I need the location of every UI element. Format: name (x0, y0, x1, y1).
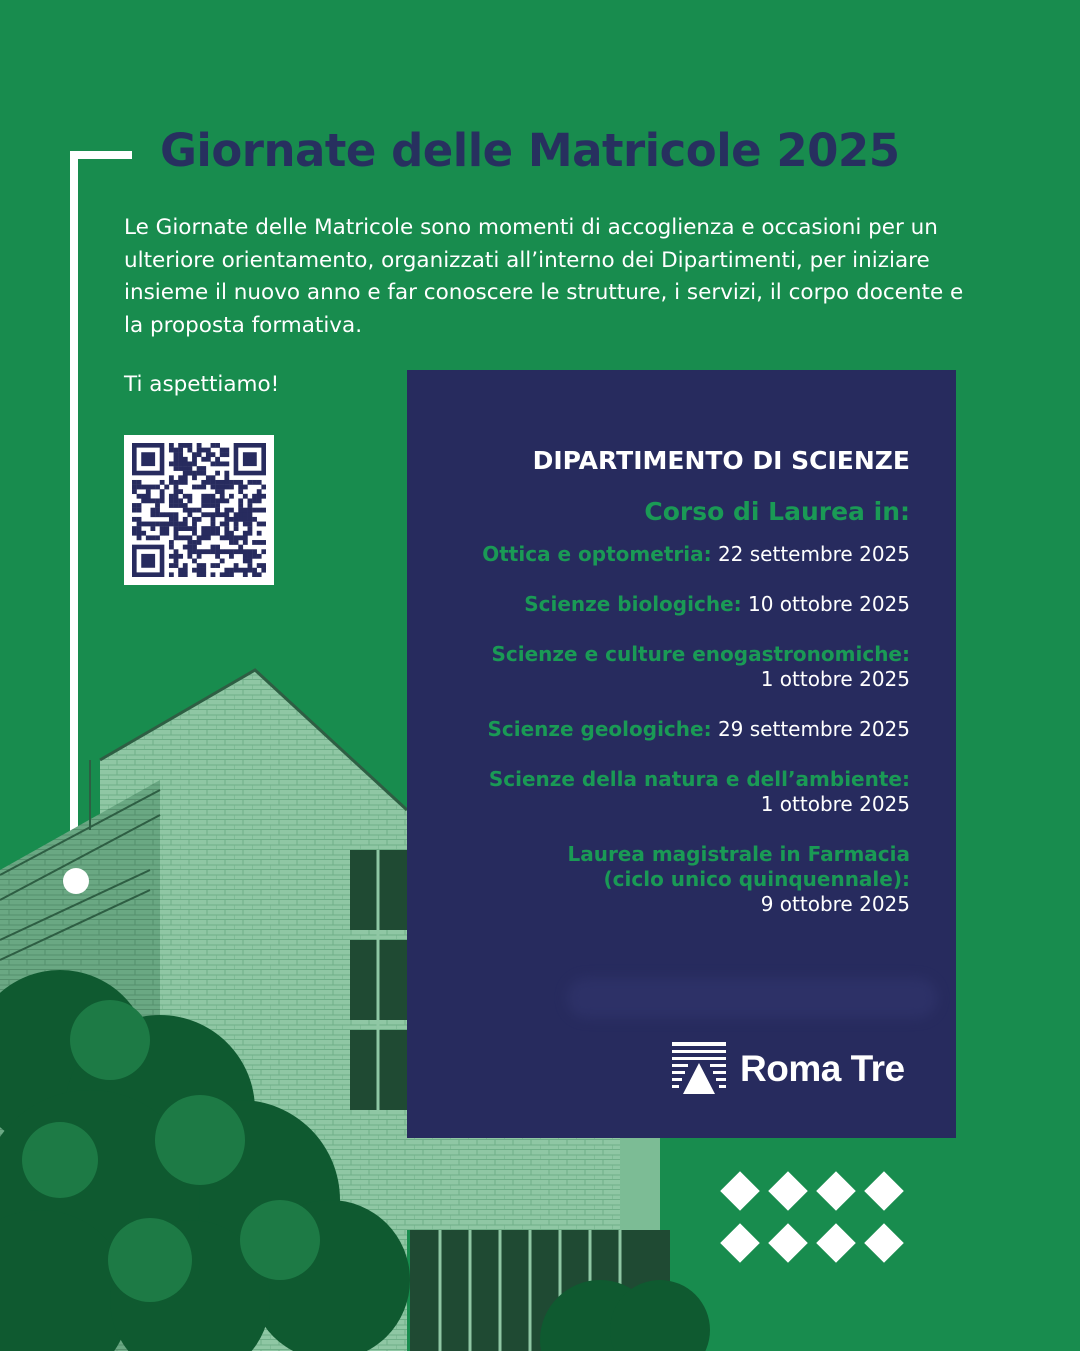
diamond-shape (720, 1171, 760, 1211)
course-name: Scienze della natura e dell’ambiente: (488, 767, 910, 791)
diamond-shape (816, 1223, 856, 1263)
bracket-line-dot (63, 868, 89, 894)
course-name: Scienze geologiche: (487, 717, 712, 741)
course-subtitle: Corso di Laurea in: (644, 497, 910, 526)
course-name: Ottica e optometria: (482, 542, 712, 566)
course-date: 9 ottobre 2025 (760, 892, 910, 916)
course-date: 1 ottobre 2025 (760, 792, 910, 816)
qr-code-icon[interactable] (124, 435, 274, 585)
course-item (440, 842, 910, 917)
intro-text: Le Giornate delle Matricole sono momenti di accoglienza e occasioni per un ulteriore orientamento, organizzati all’interno dei Dipartimenti, per iniziare insieme il nuovo anno e far conoscere le strutture, i servizi, il corpo docente e la proposta formativa. (124, 215, 964, 338)
info-panel (407, 370, 956, 1138)
diamond-shape (864, 1171, 904, 1211)
page-title: Giornate delle Matricole 2025 (160, 124, 900, 177)
course-date: 1 ottobre 2025 (760, 667, 910, 691)
diamond-pattern (722, 1170, 922, 1270)
info-panel-content (440, 440, 910, 942)
course-item (440, 542, 910, 567)
diamond-shape (768, 1171, 808, 1211)
course-date: 29 settembre 2025 (717, 717, 910, 741)
course-item (440, 717, 910, 742)
greeting-text: Ti aspettiamo! (124, 372, 280, 397)
blurred-strip (567, 978, 937, 1018)
course-date: 10 ottobre 2025 (747, 592, 910, 616)
roma-tre-logo-text: Roma Tre (740, 1048, 905, 1089)
course-item (440, 592, 910, 617)
roma-tre-logo-icon (672, 1042, 726, 1096)
diamond-shape (720, 1223, 760, 1263)
diamond-shape (864, 1223, 904, 1263)
course-item (440, 767, 910, 817)
roma-tre-logo[interactable] (672, 1042, 912, 1098)
course-date: 22 settembre 2025 (717, 542, 910, 566)
course-name: Scienze e culture enogastronomiche: (491, 642, 910, 666)
department-title: DIPARTIMENTO DI SCIENZE (532, 446, 910, 475)
bracket-line-top (70, 151, 132, 159)
diamond-shape (816, 1171, 856, 1211)
course-name: Scienze biologiche: (524, 592, 742, 616)
diamond-shape (768, 1223, 808, 1263)
course-item (440, 642, 910, 692)
course-name: Laurea magistrale in Farmacia (ciclo unico quinquennale): (567, 842, 910, 891)
course-list (440, 542, 910, 917)
